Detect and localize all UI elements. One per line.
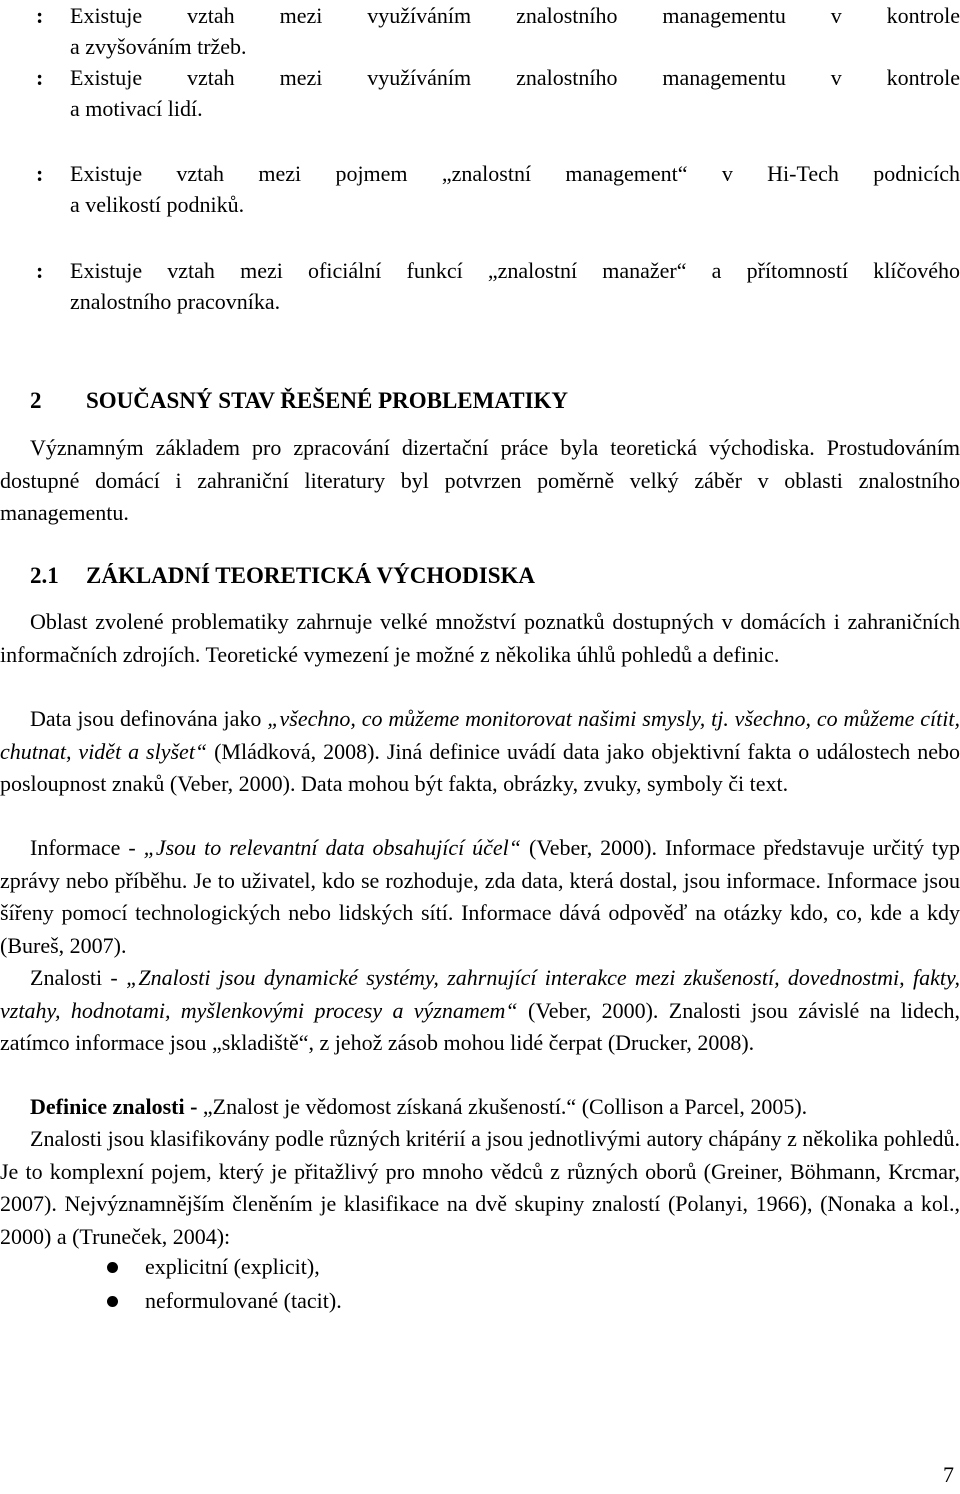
paragraph-text: Znalosti jsou klasifikovány podle různých kritérií a jsou jednotlivými autory chápány z několika pohledů. Je to komplexní pojem, který je přitažlivý pro mnoho vědců z různých oborů (Greiner, Böhmann, Krcmar, 2007). Nejvýznamnějším členěním je klasifikace na dvě skupiny znalostí (Polanyi, 1966), (Nonaka a kol., 2000) a (Truneček, 2004): (0, 1126, 960, 1249)
paragraph-knowledge-definition-2 (0, 1091, 960, 1124)
paragraph-text: „Znalost je vědomost získaná zkušeností.“ (Collison a Parcel, 2005). (202, 1094, 808, 1119)
bullet-icon (107, 1296, 118, 1307)
bullet-icon (107, 1262, 118, 1273)
hypothesis-3 (0, 158, 960, 220)
paragraph-text: Data jsou definována jako (30, 706, 268, 731)
hypothesis-marker: : (36, 161, 44, 186)
hypothesis-text-line2: a zvyšováním tržeb. (70, 34, 247, 59)
section-number: 2.1 (30, 563, 59, 588)
hypothesis-text-line2: a motivací lidí. (70, 96, 203, 121)
paragraph-knowledge-definition (0, 962, 960, 1060)
section-title: SOUČASNÝ STAV ŘEŠENÉ PROBLEMATIKY (86, 388, 569, 413)
hypothesis-text-line1: Existuje vztah mezi využíváním znalostního managementu v kontrole (70, 65, 960, 90)
quote-text: „Jsou to relevantní data obsahující účel“ (143, 835, 522, 860)
paragraph-text: Informace - (30, 835, 144, 860)
bullet-list (0, 1250, 342, 1318)
page-number: 7 (943, 1462, 954, 1487)
hypothesis-4 (0, 255, 960, 317)
section-2-paragraph (0, 432, 960, 530)
list-item (0, 1284, 342, 1318)
paragraph-text: (Mládková, 2008). Jiná definice uvádí data jako objektivní fakta o událostech nebo posloupnost znaků (Veber, 2000). Data mohou být fakta, obrázky, zvuky, symboly či text. (0, 738, 960, 797)
hypothesis-marker: : (36, 3, 44, 28)
hypothesis-2 (0, 62, 960, 124)
paragraph-information-definition (0, 832, 960, 962)
hypothesis-text-line1: Existuje vztah mezi oficiální funkcí „znalostní manažer“ a přítomností klíčového (70, 258, 960, 283)
hypothesis-1 (0, 0, 960, 62)
paragraph-text: Významným základem pro zpracování dizertační práce byla teoretická východiska. Prostudováním dostupné domácí i zahraniční literatury byl potvrzen poměrně velký záběr v oblasti znalostního managementu. (0, 435, 960, 526)
list-item-text: neformulované (tacit). (145, 1288, 342, 1313)
quote-text: „všechno, co můžeme monitorovat našimi smysly, tj. všechno, co můžeme cítit, chutnat, vidět a slyšet“ (0, 706, 960, 764)
hypothesis-text-line1: Existuje vztah mezi využíváním znalostního managementu v kontrole (70, 3, 960, 28)
paragraph-classification (0, 1123, 960, 1253)
paragraph-text: (Veber, 2000). Znalosti jsou závislé na lidech, zatímco informace jsou „skladiště“, z jehož zásob mohou lidé čerpat (Drucker, 2008). (0, 997, 960, 1056)
quote-text: „Znalosti jsou dynamické systémy, zahrnující interakce mezi zkušeností, dovednostmi, fakty, vztahy, hodnotami, myšlenkovými procesy a významem“ (0, 965, 960, 1023)
hypothesis-marker: : (36, 65, 44, 90)
paragraph-text: Oblast zvolené problematiky zahrnuje velké množství poznatků dostupných v domácích i zahraničních informačních zdrojích. Teoretické vymezení je možné z několika úhlů pohledů a definic. (0, 609, 960, 667)
paragraph-text: Znalosti - (30, 965, 127, 990)
section-2-heading (30, 388, 568, 414)
paragraph-text: (Veber, 2000). Informace představuje určitý typ zprávy nebo příběhu. Je to uživatel, kdo se rozhoduje, zda data, která dostal, jsou informace. Informace jsou šířeny pomocí technologických nebo lidských sítí. Informace dává odpověď na otázky kdo, co, kde a kdy (Bureš, 2007). (0, 835, 960, 958)
hypothesis-text-line2: a velikostí podniků. (70, 192, 245, 217)
paragraph-data-definition (0, 703, 960, 801)
list-item-text: explicitní (explicit), (145, 1254, 320, 1279)
bold-term: Definice znalosti - (30, 1094, 203, 1119)
section-title: ZÁKLADNÍ TEORETICKÁ VÝCHODISKA (86, 563, 536, 588)
paragraph-1 (0, 606, 960, 671)
hypothesis-text-line2: znalostního pracovníka. (70, 289, 281, 314)
section-2-1-heading (30, 563, 535, 589)
section-number: 2 (30, 388, 42, 413)
hypothesis-marker: : (36, 258, 44, 283)
hypothesis-text-line1: Existuje vztah mezi pojmem „znalostní management“ v Hi-Tech podnicích (70, 161, 960, 186)
list-item (0, 1250, 342, 1284)
